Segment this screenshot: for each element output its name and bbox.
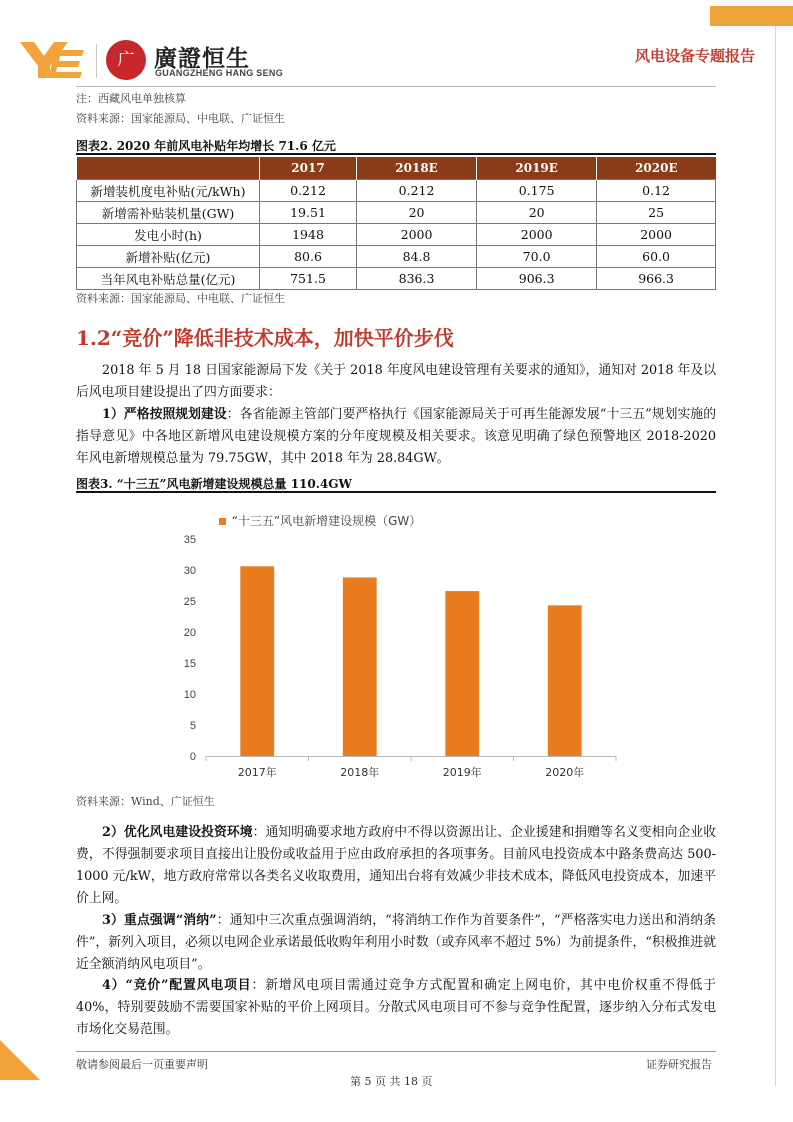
- y-tick-label: 20: [183, 627, 196, 639]
- point2-text: ：通知明确要求地方政府中不得以资源出让、企业援建和捐赠等名义变相向企业收费，不得强制要求项目直接出让股份或收益用于应由政府承担的各项事务。目前风电投资成本中路条费高达 500-1000 元/kW，地方政府常常以各类名义收取费用，通知出台将有效减少非技术成本，降低风电投资成本，加速平价上网。: [76, 825, 717, 906]
- section-heading: 1.2“竞价”降低非技术成本，加快平价步伐: [76, 326, 454, 350]
- y-tick-label: 15: [183, 658, 196, 670]
- table-cell: 2000: [357, 224, 477, 246]
- table-cell: 20: [357, 202, 477, 224]
- x-tick-label: 2019年: [442, 766, 482, 779]
- row-label: 新增装机度电补贴(元/kWh): [77, 180, 260, 202]
- table-cell: 19.51: [260, 202, 357, 224]
- x-tick-label: 2017年: [237, 766, 277, 779]
- y-tick-label: 10: [183, 689, 196, 701]
- table-header-cell: 2019E: [477, 157, 597, 180]
- table-cell: 966.3: [597, 268, 716, 290]
- row-label: 当年风电补贴总量(亿元): [77, 268, 260, 290]
- bar: [548, 605, 582, 756]
- y-tick-label: 35: [183, 534, 196, 546]
- bar: [445, 591, 479, 756]
- x-tick-label: 2018年: [340, 766, 380, 779]
- y-tick-label: 30: [183, 565, 196, 577]
- table-cell: 0.175: [477, 180, 597, 202]
- y-tick-label: 25: [183, 596, 196, 608]
- y-tick-label: 5: [189, 720, 196, 732]
- table2-source: 资料来源：国家能源局、中电联、广证恒生: [76, 292, 285, 305]
- point1-label: 1）严格按照规划建设: [102, 407, 227, 422]
- footer-disclaimer: 敬请参阅最后一页重要声明: [76, 1058, 208, 1071]
- table-cell: 906.3: [477, 268, 597, 290]
- figure2-title: 图表2. 2020 年前风电补贴年均增长 71.6 亿元: [76, 139, 336, 153]
- report-type-title: 风电设备专题报告: [634, 47, 755, 65]
- top-source: 资料来源：国家能源局、中电联、广证恒生: [76, 112, 285, 125]
- intro-paragraph: 2018 年 5 月 18 日国家能源局下发《关于 2018 年度风电建设管理有关要求的通知》，通知对 2018 年及以后风电项目建设提出了四方面要求：: [76, 363, 716, 400]
- table-cell: 0.212: [260, 180, 357, 202]
- x-tick-label: 2020年: [545, 766, 585, 779]
- table-cell: 751.5: [260, 268, 357, 290]
- y-tick-label: 0: [189, 751, 196, 763]
- table-cell: 60.0: [597, 246, 716, 268]
- point3-paragraph: [76, 910, 716, 976]
- row-label: 新增需补贴装机量(GW): [77, 202, 260, 224]
- company-name-cn: 廣證恒生: [154, 46, 250, 72]
- point4-paragraph: [76, 975, 716, 1041]
- table-cell: 70.0: [477, 246, 597, 268]
- figure3-title: 图表3. “十三五”风电新增建设规模总量 110.4GW: [76, 477, 352, 491]
- company-name-en: GUANGZHENG HANG SENG: [155, 68, 284, 78]
- legend-label: “十三五”风电新增建设规模（GW）: [231, 514, 422, 528]
- bar: [343, 577, 377, 756]
- footer-doc-type: 证券研究报告: [646, 1058, 712, 1071]
- table-cell: 20: [477, 202, 597, 224]
- table-cell: 0.12: [597, 180, 716, 202]
- row-label: 新增补贴(亿元): [77, 246, 260, 268]
- table-cell: 836.3: [357, 268, 477, 290]
- point3-label: 3）重点强调“消纳”: [102, 913, 217, 928]
- note-text: 注：西藏风电单独核算: [76, 92, 186, 105]
- point2-paragraph: [76, 822, 716, 910]
- table-header-cell: 2018E: [357, 157, 477, 180]
- table-cell: 84.8: [357, 246, 477, 268]
- table-cell: 2000: [597, 224, 716, 246]
- footer-corner-accent: [0, 1040, 40, 1080]
- page-number: 第 5 页 共 18 页: [350, 1075, 433, 1088]
- point4-label: 4）“竞价”配置风电项目: [102, 978, 252, 993]
- table-cell: 0.212: [357, 180, 477, 202]
- row-label: 发电小时(h): [77, 224, 260, 246]
- figure3-source: 资料来源：Wind、广证恒生: [76, 795, 215, 808]
- point1-text: ：各省能源主管部门要严格执行《国家能源局关于可再生能源发展“十三五”规划实施的指导意见》中各地区新增风电建设规模方案的分年度规模及相关要求。该意见明确了绿色预警地区 2018-2020 年风电新增规模总量为 79.75GW，其中 2018 年为 28.84GW。: [76, 407, 716, 466]
- point2-label: 2）优化风电建设投资环境: [102, 825, 253, 840]
- point3-text: ：通知中三次重点强调消纳，“将消纳工作作为首要条件”，“严格落实电力送出和消纳条件”，新列入项目，必须以电网企业承诺最低收购年利用小时数（或弃风率不超过 5%）为前提条件，“积极推进就近全额消纳风电项目”。: [76, 913, 716, 972]
- point4-text: ：新增风电项目需通过竞争方式配置和确定上网电价，其中电价权重不得低于 40%，特别要鼓励不需要国家补贴的平价上网项目。分散式风电项目可不参与竞争性配置，逐步纳入分布式发电市场化交易范围。: [76, 978, 716, 1037]
- company-seal-icon: 广: [106, 40, 146, 80]
- table-cell: 25: [597, 202, 716, 224]
- table-cell: 1948: [260, 224, 357, 246]
- bar: [240, 566, 274, 756]
- table-header-cell: 2017: [260, 157, 357, 180]
- table-cell: 80.6: [260, 246, 357, 268]
- table-cell: 2000: [477, 224, 597, 246]
- footer-divider: [76, 1051, 716, 1052]
- table-header-cell: 2020E: [597, 157, 716, 180]
